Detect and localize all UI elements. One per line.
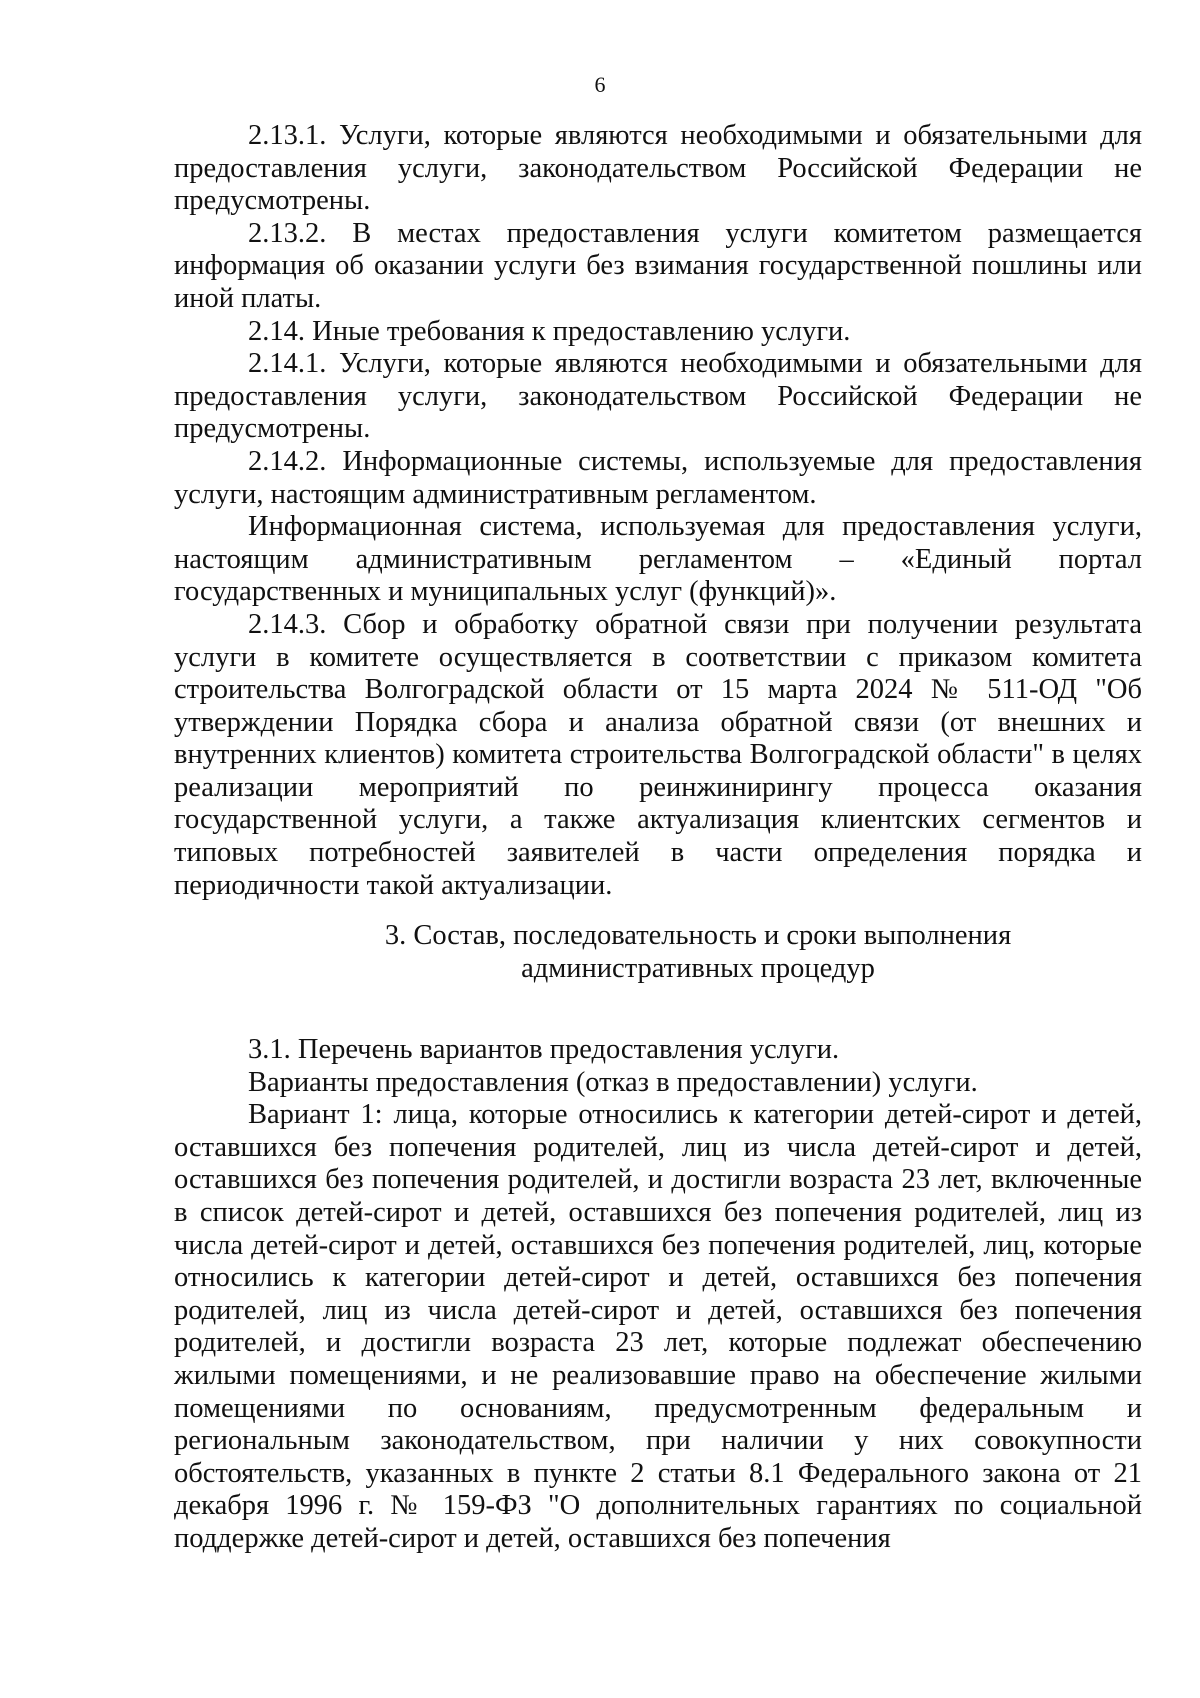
paragraph-2-14-3: 2.14.3. Сбор и обработку обратной связи при получении результата услуги в комитете осуществляется в соответствии с приказом комитета строительства Волгоградской области от 15 марта 2024 № 511-ОД "Об утверждении Порядка сбора и анализа обратной связи (от внешних и внутренних клиентов) комитета строительства Волгоградской области" в целях реализации мероприятий по реинжинирингу процесса оказания государственной услуги, а также актуализация клиентских сегментов и типовых потребностей заявителей в части определения порядка и периодичности такой актуализации. xyxy=(174,608,1142,901)
paragraph-variants: Варианты предоставления (отказ в предоставлении) услуги. xyxy=(248,1066,978,1098)
paragraph-2-13-2: 2.13.2. В местах предоставления услуги комитетом размещается информация об оказании услуги без взимания государственной пошлины или иной платы. xyxy=(174,217,1142,314)
section-heading-line-1: 3. Состав, последовательность и сроки выполнения xyxy=(384,920,1012,951)
paragraph-2-14: 2.14. Иные требования к предоставлению услуги. xyxy=(248,315,851,347)
body-text-top xyxy=(174,120,1142,902)
paragraph-variant-1: Вариант 1: лица, которые относились к категории детей-сирот и детей, оставшихся без попечения родителей, лиц из числа детей-сирот и детей, оставшихся без попечения родителей, и достигли возраста 23 лет, включенные в список детей-сирот и детей, оставшихся без попечения родителей, лиц из числа детей-сирот и детей, оставшихся без попечения родителей, лиц, которые относились к категории детей-сирот и детей, оставшихся без попечения родителей, лиц из числа детей-сирот и детей, оставшихся без попечения родителей, и достигли возраста 23 лет, которые подлежат обеспечению жилыми помещениями, и не реализовавшие право на обеспечение жилыми помещениями по основаниям, предусмотренным федеральным и региональным законодательством, при наличии у них совокупности обстоятельств, указанных в пункте 2 статьи 8.1 Федерального закона от 21 декабря 1996 г. № 159-ФЗ "О дополнительных гарантиях по социальной поддержке детей-сирот и детей, оставшихся без попечения xyxy=(174,1099,1142,1554)
paragraph-2-13-1: 2.13.1. Услуги, которые являются необходимыми и обязательными для предоставления услуги, законодательством Российской Федерации не предусмотрены. xyxy=(174,120,1142,217)
paragraph-2-14-2: 2.14.2. Информационные системы, используемые для предоставления услуги, настоящим административным регламентом. xyxy=(174,445,1142,510)
page-number: 6 xyxy=(594,72,606,97)
body-text-bottom xyxy=(174,1034,1142,1556)
paragraph-information-system: Информационная система, используемая для предоставления услуги, настоящим административным регламентом – «Единый портал государственных и муниципальных услуг (функций)». xyxy=(174,511,1142,608)
paragraph-2-14-1: 2.14.1. Услуги, которые являются необходимыми и обязательными для предоставления услуги, законодательством Российской Федерации не предусмотрены. xyxy=(174,348,1142,445)
section-heading-line-2: административных процедур xyxy=(521,952,875,984)
section-heading xyxy=(174,920,1142,985)
paragraph-3-1: 3.1. Перечень вариантов предоставления услуги. xyxy=(248,1034,840,1065)
